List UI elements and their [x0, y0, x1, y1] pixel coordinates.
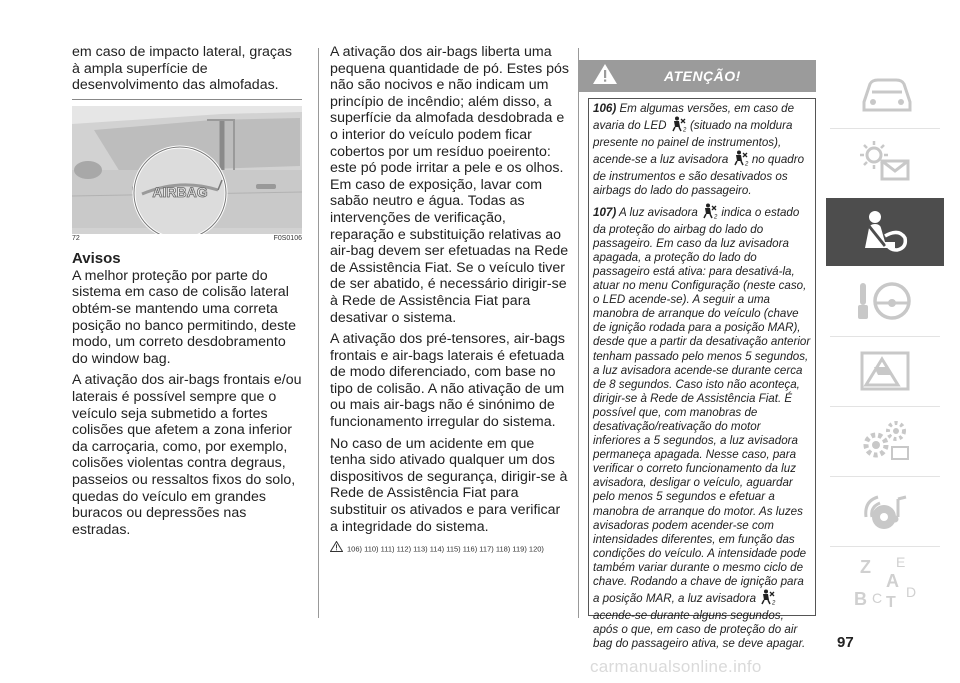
note-number: 107): [593, 205, 617, 219]
tab-warning-lights[interactable]: [826, 129, 944, 197]
seat-safety-icon: [855, 208, 915, 256]
svg-text:2: 2: [714, 214, 718, 219]
column-divider: [578, 48, 579, 618]
attention-box: [588, 98, 816, 651]
figure-number: 72: [72, 234, 80, 242]
paragraph: A ativação dos air-bags frontais e/ou laterais é possível sempre que o veículo seja submetido a fortes colisões que afetem a zona inferior da carroçaria, como, por exemplo, colisões violentas contra degraus, passeios ou ressaltos fixos do solo, quedas do veículo em grandes buracos ou depressões nas estradas.: [72, 372, 302, 538]
passenger-airbag-off-icon: [759, 589, 776, 609]
note-number: 106): [593, 102, 617, 115]
index-letter: D: [906, 584, 917, 600]
car-side-airbag-illustration: [72, 106, 302, 234]
airbag-figure: [72, 106, 302, 234]
section-heading: Avisos: [72, 249, 121, 267]
intro-paragraph: em caso de impacto lateral, graças à ampla superfície de desenvolvimento das almofadas.: [72, 44, 293, 94]
tab-maintenance[interactable]: [826, 407, 944, 475]
passenger-airbag-off-icon: [670, 116, 687, 136]
page-number: 97: [837, 634, 854, 651]
car-dashboard-icon: [856, 72, 914, 116]
index-letter: A: [886, 571, 899, 591]
tab-index[interactable]: [826, 547, 944, 615]
maintenance-gears-icon: [856, 417, 914, 465]
figure-code: F0S0106: [273, 234, 302, 242]
paragraph: A melhor proteção por parte do sistema em caso de colisão lateral obtém-se mantendo uma correta posição no banco permitindo, deste modo, um correto desdobramento do window bag.: [72, 267, 296, 367]
divider: [72, 99, 302, 100]
svg-text:2: 2: [744, 161, 748, 167]
tab-emergency[interactable]: [826, 337, 944, 405]
alphabetical-index-icon: [850, 551, 920, 611]
passenger-airbag-off-icon: [732, 150, 749, 170]
warning-triangle-icon: [330, 541, 343, 558]
warning-triangle-icon: [592, 63, 618, 90]
paragraph: A ativação dos air-bags liberta uma pequena quantidade de pó. Estes pós não são nocivos e não indicam um princípio de incêndio; além disso, a superfície da almofada desdobrada e o interior do veículo podem ficar cobertos por um resíduo poeirento: este pó pode irritar a pele e os olhos. Em caso de exposição, lavar com sabão neutro e água. Todas as intervenções de verificação, reparação e substituição relativas ao air-bag devem ser efetuadas na Rede de Assistência Fiat. Se o veículo tiver de ser abatido, é necessário dirigir-se à Rede de Assistência Fiat para desativar o sistema.: [330, 44, 570, 326]
index-letter: E: [896, 554, 906, 570]
tab-starting-driving[interactable]: [826, 267, 944, 335]
key-steering-wheel-icon: [854, 277, 916, 325]
multimedia-icon: [856, 487, 914, 535]
paragraph: A ativação dos pré-tensores, air-bags frontais e air-bags laterais é efetuada de modo diferenciado, com base no tipo de colisão. A não ativação de um ou mais air-bags não é sinónimo de funcionamento irregular do sistema.: [330, 331, 566, 431]
note-107: 107) A luz avisadora 2 indica o estado da proteção do airbag do lado do passageiro. Em caso da luz avisadora apagada, a proteção do lado do passageiro está ativa: para desativá-la, atuar no menu Configuração (neste caso, o LED acende-se). A seguir a uma manobra de arranque do veículo (chave de ignição rodada para a posição MAR), desde que a partir da desativação anterior tenham passado pelo menos 5 segundos, a luz avisadora acende-se durante cerca de 8 segundos. Caso isto não aconteça, dirigir-se à Rede de Assistência Fiat. É possível que, com manobras de desativação/reativação do motor inferiores a 5 segundos, a luz avisadora permaneça apagada. Nesse caso, para verificar o correto funcionamento da luz avisadora, desligar o veículo, aguardar pelo menos 5 segundos e efetuar a manobra de arranque do motor. As luzes avisadoras podem acender-se com intensidades diferentes, em função das condições do veículo. A intensidade pode também variar durante o mesmo ciclo de chave. Rodando a chave de ignição para a posição MAR, a luz avisadora 2 acende-se durante alguns segundos, após o que, em caso de proteção do air bag do passageiro ativa, se deve apagar.: [593, 203, 811, 652]
tab-car-dashboard[interactable]: [826, 60, 944, 128]
watermark: carmanualsonline.info: [590, 657, 762, 676]
tab-safety[interactable]: [826, 198, 944, 266]
index-letter: C: [872, 590, 883, 606]
index-letter: T: [886, 594, 896, 611]
index-letter: B: [854, 589, 867, 609]
figure-caption: [72, 235, 302, 242]
svg-text:2: 2: [772, 600, 776, 606]
paragraph: No caso de um acidente em que tenha sido ativado qualquer um dos dispositivos de segurança, dirigir-se à Rede de Assistência Fiat para substituir os ativados e para verificar a integridade do sistema.: [330, 435, 568, 535]
passenger-airbag-off-icon: [701, 203, 718, 223]
reference-list: 106) 110) 111) 112) 113) 114) 115) 116) 117) 118) 119) 120): [347, 544, 544, 554]
attention-header: [578, 60, 816, 92]
column-1: [72, 44, 302, 543]
chapter-sidebar: [826, 60, 944, 620]
warning-references: [330, 541, 570, 558]
index-letter: Z: [860, 557, 871, 577]
note-106: 106) Em algumas versões, em caso de avaria do LED 2 (situado na moldura presente no painel de instrumentos), acende-se a luz avisadora 2 no quadro de instrumentos e são desativados os airbags do lado do passageiro.: [593, 102, 805, 198]
column-2: [330, 44, 570, 558]
tab-multimedia[interactable]: [826, 477, 944, 545]
warning-lights-message-icon: [856, 139, 914, 187]
airbag-badge-text: AIRBAG: [152, 183, 208, 200]
attention-title: ATENÇÃO!: [664, 68, 741, 84]
emergency-road-icon: [856, 347, 914, 395]
column-divider: [318, 48, 319, 618]
svg-text:2: 2: [682, 127, 687, 133]
